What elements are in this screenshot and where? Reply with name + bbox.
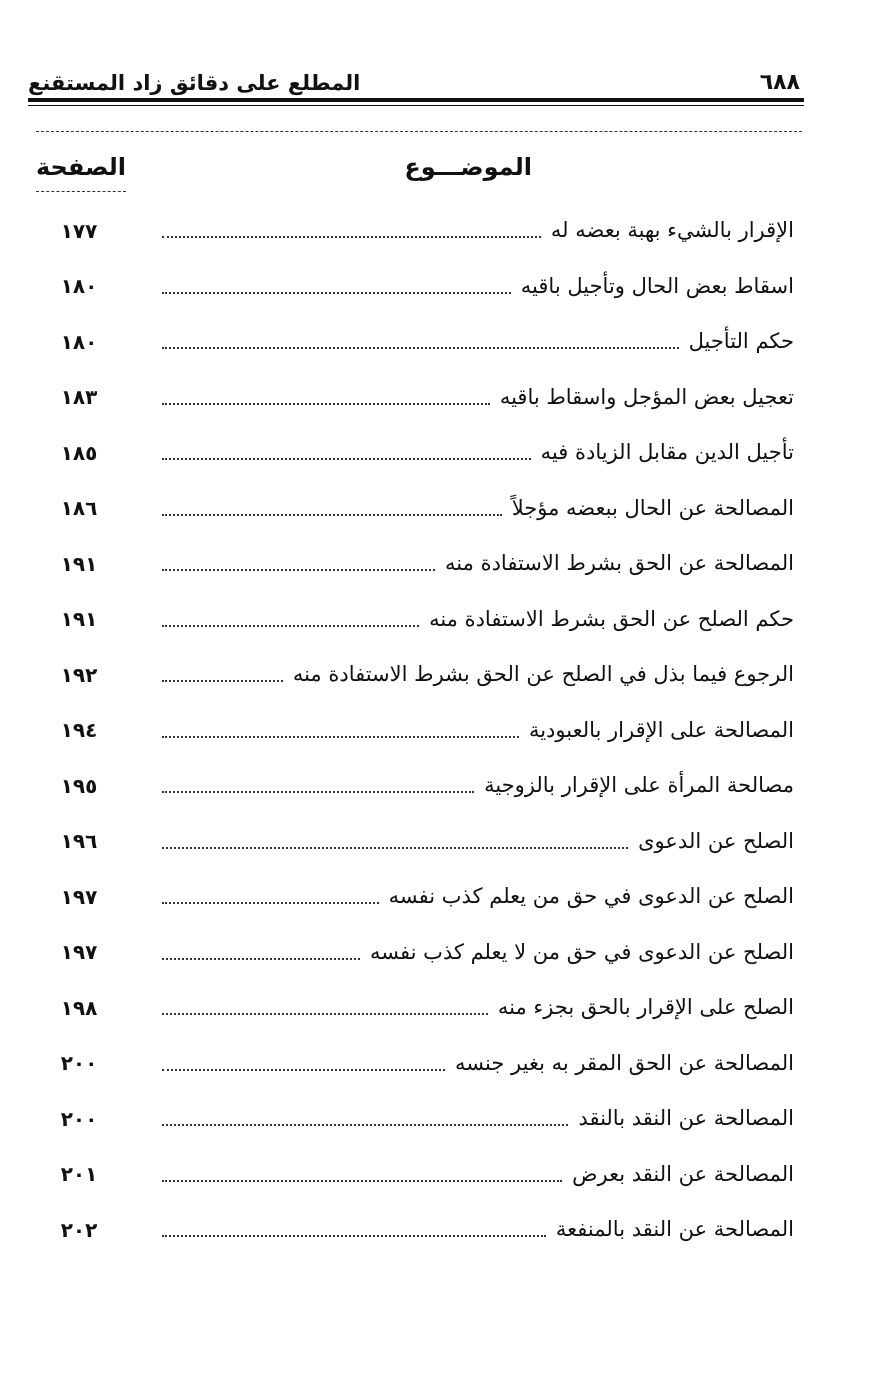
entry-page-number: ١٨٥: [60, 440, 98, 465]
dot-leader: [162, 568, 435, 571]
toc-entry: [36, 980, 794, 1036]
dot-leader: [162, 346, 679, 349]
dot-leader: [162, 1068, 445, 1071]
entry-page-number: ١٨٣: [60, 385, 98, 410]
toc-entry: [36, 425, 794, 481]
dot-leader: [162, 235, 541, 238]
column-headings: [36, 145, 802, 189]
toc-entry: [36, 869, 794, 925]
header-rule: [28, 98, 804, 102]
entry-topic: المصالحة عن النقد بالمنفعة: [555, 1217, 794, 1242]
entry-topic: اسقاط بعض الحال وتأجيل باقيه: [520, 273, 794, 298]
entry-page-number: ١٩١: [60, 607, 98, 632]
entry-topic: الصلح عن الدعوى في حق من يعلم كذب نفسه: [388, 884, 794, 909]
toc-entry: [36, 1202, 794, 1258]
dot-leader: [162, 1012, 488, 1015]
entry-page-number: ١٨٠: [60, 329, 98, 354]
entry-topic: الصلح على الإقرار بالحق بجزء منه: [497, 995, 794, 1020]
entry-topic: تأجيل الدين مقابل الزيادة فيه: [540, 440, 794, 465]
entry-page-number: ٢٠٠: [60, 1051, 98, 1076]
toc-entry: [36, 259, 794, 315]
entry-topic: المصالحة عن الحال ببعضه مؤجلاً: [511, 495, 794, 520]
page-number: ٦٨٨: [759, 70, 800, 95]
entry-topic: المصالحة عن النقد بالنقد: [578, 1106, 794, 1131]
entry-page-number: ٢٠٠: [60, 1106, 98, 1131]
entry-topic: الرجوع فيما بذل في الصلح عن الحق بشرط الاستفادة منه: [292, 662, 794, 687]
entry-page-number: ١٩٦: [60, 829, 98, 854]
entry-topic: المصالحة عن النقد بعرض: [572, 1161, 794, 1186]
dot-leader: [162, 846, 628, 849]
entry-page-number: ١٩٧: [60, 940, 98, 965]
entry-topic: الإقرار بالشيء بهبة بعضه له: [550, 218, 794, 243]
entry-topic: مصالحة المرأة على الإقرار بالزوجية: [484, 773, 794, 798]
entry-page-number: ١٩٥: [60, 773, 98, 798]
entry-topic: حكم التأجيل: [688, 329, 794, 354]
dot-leader: [162, 457, 531, 460]
toc-entry: [36, 370, 794, 426]
toc-entry: [36, 1091, 794, 1147]
toc-entry: [36, 314, 794, 370]
dot-leader: [162, 402, 490, 405]
entry-page-number: ٢٠٢: [60, 1217, 98, 1242]
dot-leader: [162, 1179, 562, 1182]
toc-entry: [36, 925, 794, 981]
toc-entry: [36, 481, 794, 537]
toc-entry: [36, 203, 794, 259]
dot-leader: [162, 624, 419, 627]
table-of-contents: [36, 203, 794, 1258]
entry-page-number: ١٨٦: [60, 496, 98, 521]
entry-page-number: ١٩٧: [60, 884, 98, 909]
dot-leader: [162, 1234, 546, 1237]
page-heading-underline: [36, 191, 126, 192]
toc-entry: [36, 1036, 794, 1092]
toc-entry: [36, 1147, 794, 1203]
running-header: [28, 62, 800, 98]
dashed-divider: [36, 131, 802, 132]
entry-page-number: ١٩٨: [60, 995, 98, 1020]
entry-topic: تعجيل بعض المؤجل واسقاط باقيه: [499, 384, 794, 409]
toc-entry: [36, 647, 794, 703]
dot-leader: [162, 291, 511, 294]
entry-page-number: ١٨٠: [60, 274, 98, 299]
dot-leader: [162, 735, 519, 738]
book-title: المطلع على دقائق زاد المستقنع: [28, 71, 361, 95]
toc-entry: [36, 703, 794, 759]
entry-topic: المصالحة على الإقرار بالعبودية: [528, 717, 794, 742]
dot-leader: [162, 901, 379, 904]
entry-page-number: ٢٠١: [60, 1162, 98, 1187]
header-rule-thin: [28, 105, 804, 106]
dot-leader: [162, 957, 360, 960]
entry-topic: الصلح عن الدعوى: [638, 828, 794, 853]
dot-leader: [162, 513, 502, 516]
dot-leader: [162, 790, 474, 793]
dot-leader: [162, 1123, 568, 1126]
toc-entry: [36, 536, 794, 592]
entry-topic: الصلح عن الدعوى في حق من لا يعلم كذب نفسه: [369, 939, 794, 964]
dot-leader: [162, 679, 283, 682]
toc-entry: [36, 592, 794, 648]
entry-page-number: ١٩١: [60, 551, 98, 576]
entry-topic: المصالحة عن الحق المقر به بغير جنسه: [455, 1050, 794, 1075]
entry-page-number: ١٩٢: [60, 662, 98, 687]
topic-column-heading: الموضـــوع: [404, 153, 532, 181]
toc-entry: [36, 758, 794, 814]
entry-page-number: ١٧٧: [60, 218, 98, 243]
toc-entry: [36, 814, 794, 870]
entry-topic: حكم الصلح عن الحق بشرط الاستفادة منه: [429, 606, 794, 631]
entry-page-number: ١٩٤: [60, 718, 98, 743]
page-column-heading: الصفحة: [35, 153, 126, 181]
entry-topic: المصالحة عن الحق بشرط الاستفادة منه: [445, 551, 794, 576]
